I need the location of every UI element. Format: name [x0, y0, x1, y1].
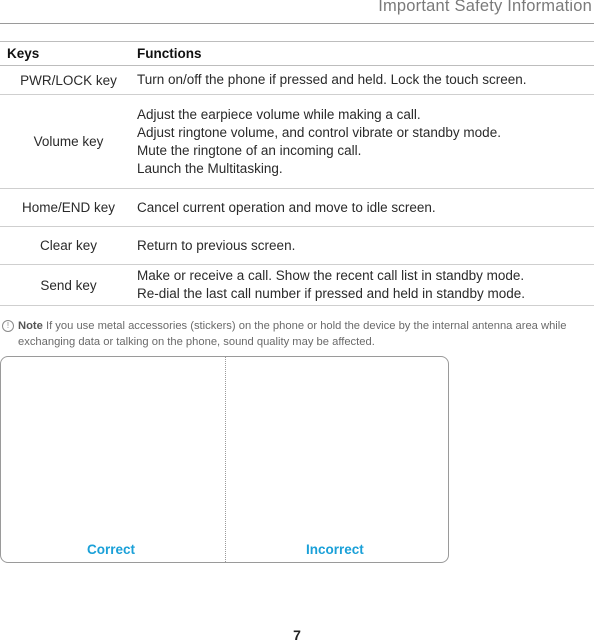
function-line: Adjust ringtone volume, and control vibrate or standby mode. [137, 124, 501, 140]
note-body: If you use metal accessories (stickers) on the phone or hold the device by the internal antenna area while exchanging data or talking on the phone, sound quality may be affected. [18, 320, 567, 348]
key-function [137, 227, 594, 265]
key-name: Home/END key [0, 189, 137, 227]
key-name: PWR/LOCK key [0, 66, 137, 95]
function-line: Mute the ringtone of an incoming call. [137, 142, 362, 158]
table-row [0, 227, 594, 265]
key-function [137, 95, 594, 189]
table-row [0, 66, 594, 95]
note-label: Note [18, 320, 43, 332]
column-header-functions: Functions [137, 42, 594, 66]
key-name: Send key [0, 265, 137, 306]
function-line: Return to previous screen. [137, 237, 296, 253]
hold-position-figure [0, 356, 449, 563]
function-line: Adjust the earpiece volume while making a call. [137, 106, 421, 122]
key-name: Clear key [0, 227, 137, 265]
function-line: Launch the Multitasking. [137, 160, 283, 176]
correct-label: Correct [87, 542, 136, 557]
key-name: Volume key [0, 95, 137, 189]
function-line: Cancel current operation and move to idle screen. [137, 199, 436, 215]
page-number: 7 [293, 627, 301, 643]
incorrect-label: Incorrect [306, 542, 364, 557]
table-row [0, 189, 594, 227]
function-line: Make or receive a call. Show the recent call list in standby mode. [137, 268, 525, 283]
note-block [0, 318, 594, 350]
key-function [137, 189, 594, 227]
figure-divider [225, 357, 226, 562]
function-line: Re-dial the last call number if pressed and held in standby mode. [137, 286, 525, 301]
header-rule [0, 23, 594, 24]
page-header-title: Important Safety Information [378, 0, 592, 15]
info-icon: ! [2, 320, 14, 332]
key-function [137, 265, 594, 306]
note-text [18, 318, 594, 350]
function-line: Turn on/off the phone if pressed and held. Lock the touch screen. [137, 72, 527, 87]
column-header-keys: Keys [0, 42, 137, 66]
table-header-row [0, 42, 594, 66]
table-row [0, 95, 594, 189]
table-row [0, 265, 594, 306]
keys-table [0, 41, 594, 306]
key-function [137, 66, 594, 95]
